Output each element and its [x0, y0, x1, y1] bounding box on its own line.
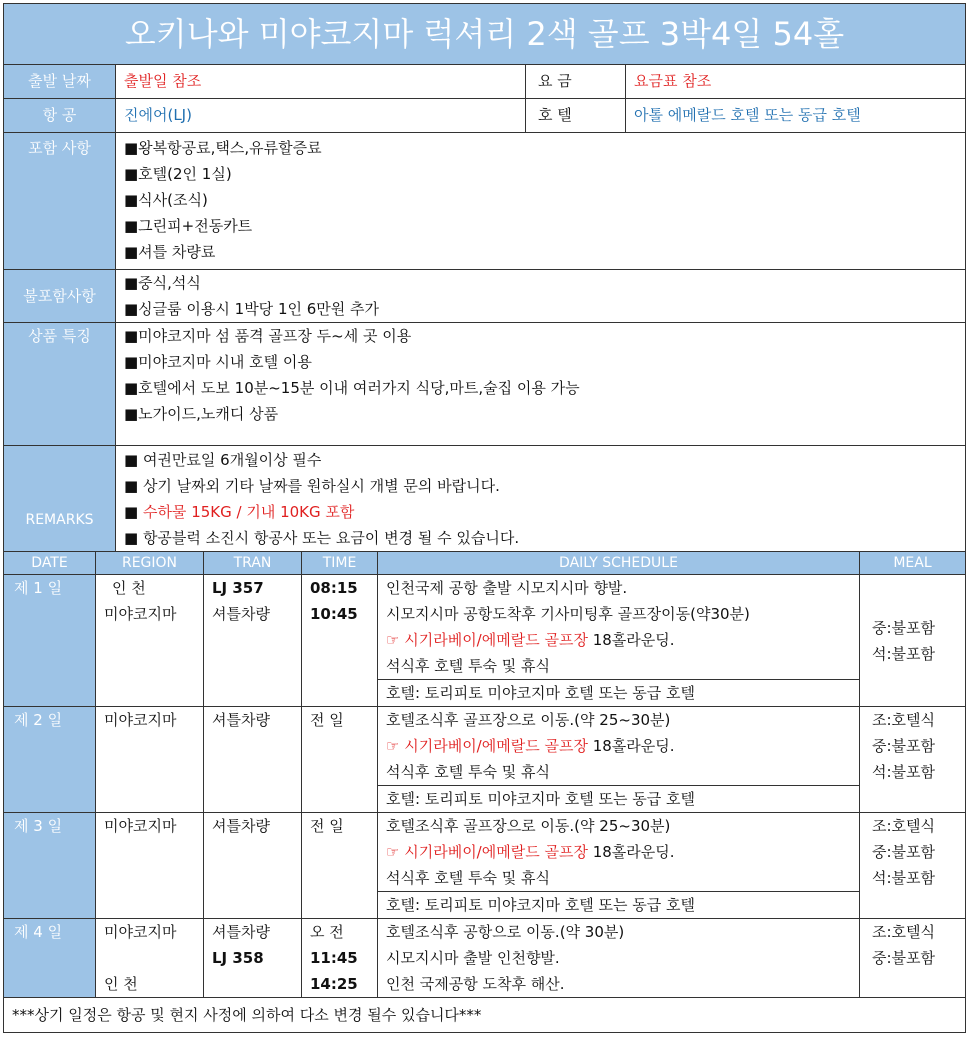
time-text: 11:45 [310, 949, 358, 967]
schedule-table [3, 551, 966, 1033]
hotel-value: 아톨 에메랄드 호텔 또는 동급 호텔 [626, 99, 966, 133]
remark-item: ■ 상기 날짜외 기타 날짜를 원하실시 개별 문의 바랍니다. [124, 477, 500, 495]
page-title: 오키나와 미야코지마 럭셔리 2색 골프 3박4일 54홀 [4, 4, 966, 65]
excluded-label: 불포함사항 [4, 270, 116, 323]
pointing-hand-icon: ☞ [386, 631, 400, 649]
hotel-line: 호텔: 토리피토 미야코지마 호텔 또는 동급 호텔 [378, 891, 859, 918]
transport-text: 셔틀차량 [212, 711, 270, 729]
baggage-text: 수하물 15KG / 기내 10KG 포함 [142, 503, 355, 521]
meal-cell [860, 919, 966, 998]
schedule-line: 인천국제 공항 출발 시모지시마 향발. [386, 579, 628, 597]
time-text: 14:25 [310, 975, 358, 993]
golf-course-name: 시기라베이/에메랄드 골프장 [404, 737, 588, 755]
included-item: ■그린피+전동카트 [124, 217, 253, 235]
day-label: 제 4 일 [4, 919, 96, 998]
itinerary-document [3, 3, 965, 1033]
schedule-row-day-1 [4, 575, 966, 707]
departure-label: 출발 날짜 [4, 65, 116, 99]
golf-course-name: 시기라베이/에메랄드 골프장 [404, 843, 588, 861]
region-text [104, 945, 195, 971]
region-cell [96, 813, 204, 919]
included-item: ■호텔(2인 1실) [124, 165, 232, 183]
meal-text: 중:불포함 [872, 843, 936, 861]
meal-cell [860, 813, 966, 919]
golf-line [386, 627, 851, 653]
price-label: 요 금 [526, 65, 626, 99]
excluded-list [116, 270, 966, 323]
day-label: 제 3 일 [4, 813, 96, 919]
schedule-line: 호텔조식후 공항으로 이동.(약 30분) [386, 923, 625, 941]
schedule-line: 석식후 호텔 투숙 및 휴식 [386, 763, 550, 781]
included-item: ■식사(조식) [124, 191, 208, 209]
schedule-header [4, 552, 966, 575]
schedule-line: 호텔조식후 골프장으로 이동.(약 25~30분) [386, 711, 671, 729]
schedule-line: 석식후 호텔 투숙 및 휴식 [386, 657, 550, 675]
meal-text: 석:불포함 [872, 763, 936, 781]
feature-item: ■호텔에서 도보 10분~15분 이내 여러가지 식당,마트,술집 이용 가능 [124, 379, 580, 397]
time-cell [302, 813, 378, 919]
time-cell [302, 919, 378, 998]
remark-bullet: ■ [124, 503, 143, 521]
meal-text: 중:불포함 [872, 737, 936, 755]
time-text: 오 전 [310, 923, 344, 941]
hotel-line: 호텔: 토리피토 미야코지마 호텔 또는 동급 호텔 [378, 679, 859, 706]
daily-schedule-cell [378, 575, 860, 707]
meal-text: 조:호텔식 [872, 711, 936, 729]
region-cell [96, 707, 204, 813]
schedule-row-day-4 [4, 919, 966, 998]
meal-cell [860, 575, 966, 707]
schedule-line: 석식후 호텔 투숙 및 휴식 [386, 869, 550, 887]
golf-round: 18홀라운딩. [587, 631, 675, 649]
golf-round: 18홀라운딩. [587, 843, 675, 861]
schedule-line: 호텔조식후 골프장으로 이동.(약 25~30분) [386, 817, 671, 835]
header-date: DATE [4, 552, 96, 575]
region-cell [96, 575, 204, 707]
time-text: 10:45 [310, 605, 358, 623]
region-cell [96, 919, 204, 998]
time-cell [302, 707, 378, 813]
included-list [116, 133, 966, 270]
schedule-line: 시모지시마 공항도착후 기사미팅후 골프장이동(약30분) [386, 605, 750, 623]
time-text: 전 일 [310, 817, 344, 835]
schedule-row-day-2 [4, 707, 966, 813]
golf-line [386, 839, 851, 865]
excluded-item: ■싱글룸 이용시 1박당 1인 6만원 추가 [124, 300, 380, 318]
flight-code: LJ 358 [212, 949, 264, 967]
meal-text: 조:호텔식 [872, 817, 936, 835]
header-daily-schedule: DAILY SCHEDULE [378, 552, 860, 575]
header-meal: MEAL [860, 552, 966, 575]
airline-value: 진에어(LJ) [116, 99, 526, 133]
remark-item: ■ 항공블럭 소진시 항공사 또는 요금이 변경 될 수 있습니다. [124, 529, 520, 547]
region-text: 미야코지마 [104, 923, 177, 941]
footer-notice: ***상기 일정은 항공 및 현지 사정에 의하여 다소 변경 될수 있습니다*** [4, 998, 966, 1033]
airline-label: 항 공 [4, 99, 116, 133]
region-text: 인 천 [104, 975, 138, 993]
golf-line [386, 733, 851, 759]
feature-item: ■미야코지마 시내 호텔 이용 [124, 353, 312, 371]
meal-text: 조:호텔식 [872, 923, 936, 941]
remark-item-baggage [124, 499, 957, 525]
remarks-list [116, 446, 966, 552]
day-label: 제 2 일 [4, 707, 96, 813]
region-text: 미야코지마 [104, 817, 177, 835]
transport-cell [204, 575, 302, 707]
golf-round: 18홀라운딩. [587, 737, 675, 755]
header-time: TIME [302, 552, 378, 575]
time-text: 08:15 [310, 579, 358, 597]
included-label: 포함 사항 [4, 133, 116, 270]
region-text: 미야코지마 [104, 605, 177, 623]
region-text: 미야코지마 [104, 711, 177, 729]
time-cell [302, 575, 378, 707]
included-item: ■왕복항공료,택스,유류할증료 [124, 139, 322, 157]
flight-code: LJ 357 [212, 579, 264, 597]
feature-item: ■미야코지마 섬 품격 골프장 두~세 곳 이용 [124, 327, 412, 345]
meal-cell [860, 707, 966, 813]
golf-course-name: 시기라베이/에메랄드 골프장 [404, 631, 588, 649]
transport-cell [204, 707, 302, 813]
info-table [3, 3, 966, 552]
schedule-row-day-3 [4, 813, 966, 919]
transport-cell [204, 813, 302, 919]
price-value: 요금표 참조 [626, 65, 966, 99]
day-label: 제 1 일 [4, 575, 96, 707]
feature-item: ■노가이드,노캐디 상품 [124, 405, 279, 423]
transport-cell [204, 919, 302, 998]
daily-schedule-cell [378, 707, 860, 813]
schedule-line: 시모지시마 출발 인천향발. [386, 949, 560, 967]
transport-text: 셔틀차량 [212, 817, 270, 835]
meal-text: 석:불포함 [872, 644, 936, 663]
included-item: ■셔틀 차량료 [124, 243, 216, 261]
pointing-hand-icon: ☞ [386, 737, 400, 755]
region-text: 인 천 [112, 579, 146, 597]
meal-text: 석:불포함 [872, 869, 936, 887]
hotel-line: 호텔: 토리피토 미야코지마 호텔 또는 동급 호텔 [378, 785, 859, 812]
schedule-line: 인천 국제공항 도착후 해산. [386, 975, 565, 993]
excluded-item: ■중식,석식 [124, 274, 201, 292]
header-tran: TRAN [204, 552, 302, 575]
features-list [116, 323, 966, 446]
hotel-label: 호 텔 [526, 99, 626, 133]
remarks-label: REMARKS [4, 446, 116, 552]
daily-schedule-cell [378, 813, 860, 919]
meal-text: 중:불포함 [872, 618, 936, 637]
time-text: 전 일 [310, 711, 344, 729]
departure-value: 출발일 참조 [116, 65, 526, 99]
remark-item: ■ 여권만료일 6개월이상 필수 [124, 451, 322, 469]
daily-schedule-cell [378, 919, 860, 998]
transport-text: 셔틀차량 [212, 605, 270, 623]
transport-text: 셔틀차량 [212, 923, 270, 941]
features-label: 상품 특징 [4, 323, 116, 446]
header-region: REGION [96, 552, 204, 575]
pointing-hand-icon: ☞ [386, 843, 400, 861]
meal-text: 중:불포함 [872, 949, 936, 967]
